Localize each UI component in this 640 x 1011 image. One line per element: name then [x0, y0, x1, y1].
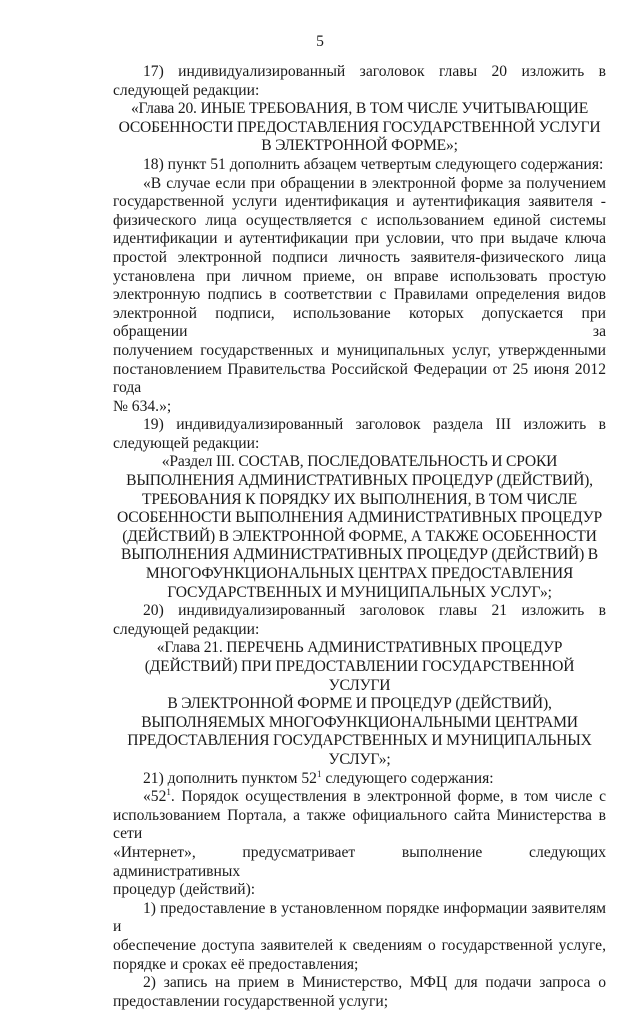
heading-line: В ЭЛЕКТРОННОЙ ФОРМЕ И ПРОЦЕДУР (ДЕЙСТВИЙ), [167, 695, 552, 713]
chapter-21-heading [113, 639, 606, 769]
text-line: предоставлении государственной услуги; [113, 992, 389, 1010]
heading-line: (ДЕЙСТВИЙ) ПРИ ПРЕДОСТАВЛЕНИИ ГОСУДАРСТВЕННОЙ УСЛУГИ [144, 658, 575, 694]
item-18: 18) пункт 51 дополнить абзацем четвертым следующего содержания: [143, 155, 604, 173]
heading-line: ВЫПОЛНЕНИЯ АДМИНИСТРАТИВНЫХ ПРОЦЕДУР (ДЕЙСТВИЙ) В [121, 546, 598, 564]
text-line: электронной подписи, использование которых допускается при обращении за [113, 304, 606, 341]
text-line [113, 788, 606, 807]
item-19-line-2: следующей редакции: [113, 434, 260, 452]
heading-line: «Глава 21. ПЕРЕЧЕНЬ АДМИНИСТРАТИВНЫХ ПРОЦЕДУР [156, 639, 563, 657]
heading-line: ОСОБЕННОСТИ ПРЕДОСТАВЛЕНИЯ ГОСУДАРСТВЕННОЙ УСЛУГИ [118, 118, 601, 136]
heading-line: «Раздел III. СОСТАВ, ПОСЛЕДОВАТЕЛЬНОСТЬ И СРОКИ [161, 453, 558, 471]
item-20-line-1: 20) индивидуализированный заголовок главы 21 изложить в [143, 602, 606, 620]
text-line: государственной услуги идентификация и аутентификация заявителя - [113, 193, 606, 211]
heading-line: ГОСУДАРСТВЕННЫХ И МУНИЦИПАЛЬНЫХ УСЛУГ»; [167, 583, 552, 601]
text-line: простой электронной подписи личность заявителя-физического лица [113, 248, 606, 266]
heading-line: В ЭЛЕКТРОННОЙ ФОРМЕ»; [261, 137, 458, 155]
heading-line: МНОГОФУНКЦИОНАЛЬНЫХ ЦЕНТРАХ ПРЕДОСТАВЛЕНИЯ [145, 565, 574, 583]
text-span: 21) дополнить пунктом 52 [143, 769, 317, 787]
text-line: «В случае если при обращении в электронной форме за получением [143, 174, 606, 192]
text-line: электронную подпись в соответствии с Правилами определения видов [113, 286, 606, 304]
text-line: идентификации и аутентификации при условии, что при выдаче ключа [113, 230, 606, 248]
text-line: процедур (действий): [113, 881, 256, 899]
chapter-20-heading [113, 100, 606, 156]
heading-line: ВЫПОЛНЯЕМЫХ МНОГОФУНКЦИОНАЛЬНЫМИ ЦЕНТРАМИ [141, 713, 578, 731]
item-18-quote [113, 175, 606, 417]
text-span: «52 [143, 788, 167, 806]
document-body [113, 63, 606, 1011]
item-17-line-2: следующей редакции: [113, 81, 260, 99]
list-item-1 [113, 900, 606, 974]
heading-line: (ДЕЙСТВИЙ) В ЭЛЕКТРОННОЙ ФОРМЕ, А ТАКЖЕ ОСОБЕННОСТИ [122, 527, 597, 545]
heading-line: УСЛУГ»; [328, 750, 391, 768]
section-3-heading [113, 453, 606, 602]
text-line: установлена при личном приеме, он вправе использовать простую [113, 267, 606, 285]
text-line: 2) запись на прием в Министерство, МФЦ для подачи запроса о [143, 974, 606, 992]
superscript: 1 [166, 786, 171, 797]
item-20-line-2: следующей редакции: [113, 620, 260, 638]
list-item-2 [113, 974, 606, 1011]
heading-line: ТРЕБОВАНИЯ К ПОРЯДКУ ИХ ВЫПОЛНЕНИЯ, В ТОМ ЧИСЛЕ [142, 490, 577, 508]
heading-line: ВЫПОЛНЕНИЯ АДМИНИСТРАТИВНЫХ ПРОЦЕДУР (ДЕЙСТВИЙ), [126, 472, 593, 490]
page-number: 5 [316, 33, 324, 50]
text-line: использованием Портала, а также официального сайта Министерства в сети [113, 806, 606, 843]
text-line: постановлением Правительства Российской Федерации от 25 июня 2012 года [113, 360, 606, 397]
heading-line: «Глава 20. ИНЫЕ ТРЕБОВАНИЯ, В ТОМ ЧИСЛЕ УЧИТЫВАЮЩИЕ [130, 100, 589, 118]
text-line: порядке и сроках её предоставления; [113, 955, 359, 973]
text-line: получением государственных и муниципальных услуг, утвержденными [113, 341, 606, 359]
point-52-1 [113, 788, 606, 900]
heading-line: ОСОБЕННОСТИ ВЫПОЛНЕНИЯ АДМИНИСТРАТИВНЫХ ПРОЦЕДУР [117, 509, 602, 527]
text-line: «Интернет», предусматривает выполнение следующих административных [113, 843, 606, 880]
text-span: . Порядок осуществления в электронной форме, в том числе с [170, 788, 606, 806]
item-17-line-1: 17) индивидуализированный заголовок главы 20 изложить в [143, 63, 606, 80]
text-span: следующего содержания: [321, 769, 494, 787]
text-line: физического лица осуществляется с использованием единой системы [113, 211, 606, 229]
superscript: 1 [316, 768, 322, 779]
item-21 [113, 770, 606, 789]
item-19-line-1: 19) индивидуализированный заголовок раздела III изложить в [143, 416, 606, 434]
text-line: обеспечение доступа заявителей к сведениям о государственной услуге, [113, 936, 606, 954]
text-line: 1) предоставление в установленном порядке информации заявителям и [113, 899, 606, 936]
text-line: № 634.»; [113, 397, 172, 415]
heading-line: ПРЕДОСТАВЛЕНИЯ ГОСУДАРСТВЕННЫХ И МУНИЦИПАЛЬНЫХ [127, 732, 592, 750]
